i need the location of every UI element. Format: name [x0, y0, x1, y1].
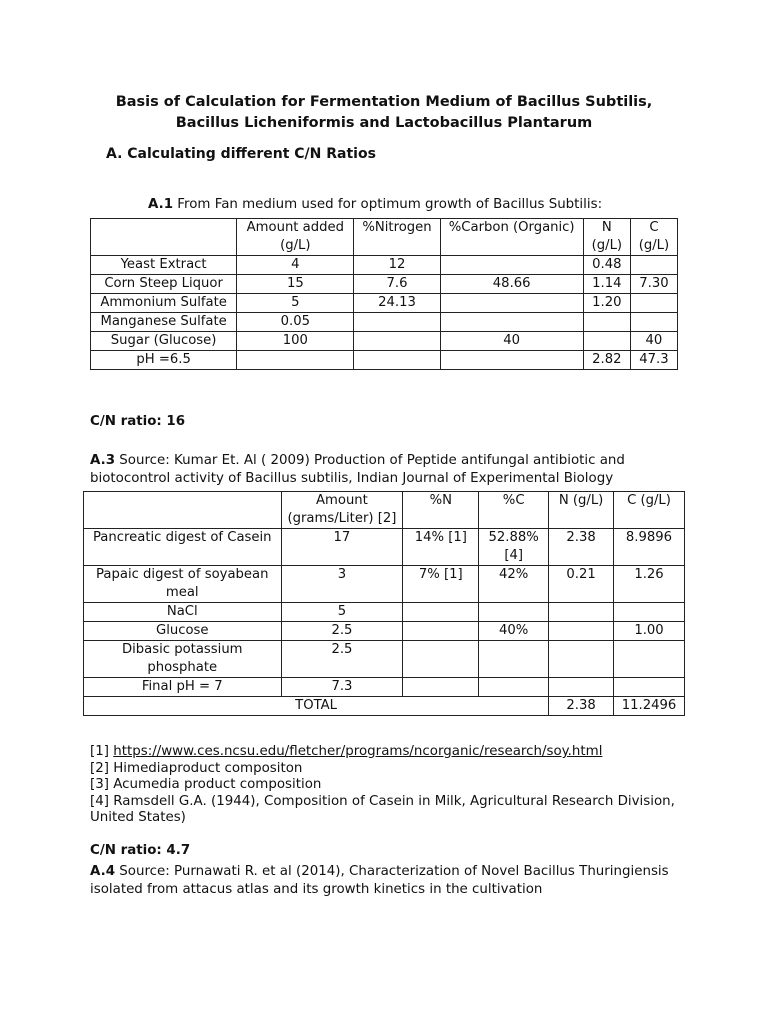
table-cell: 5 [281, 603, 403, 622]
table-row [91, 351, 678, 370]
table-cell: 12 [354, 256, 440, 275]
table-cell: 7.3 [281, 678, 403, 697]
table-cell [614, 603, 685, 622]
table-cell: Corn Steep Liquor [91, 275, 237, 294]
table-row [84, 641, 685, 678]
table-cell: Pancreatic digest of Casein [84, 529, 282, 566]
table-cell: 0.21 [549, 566, 614, 603]
table-cell [354, 313, 440, 332]
reference-3 [90, 777, 690, 794]
total-n: 2.38 [549, 697, 614, 716]
table-cell: 1.20 [583, 294, 630, 313]
table-cell [549, 678, 614, 697]
a3-source [90, 452, 690, 488]
table-row [84, 566, 685, 603]
a3-header-cell: Amount (grams/Liter) [2] [281, 492, 403, 529]
table-cell [479, 603, 549, 622]
a3-header-cell: %C [479, 492, 549, 529]
table-cell [403, 641, 479, 678]
a4-source-text: Source: Purnawati R. et al (2014), Characterization of Novel Bacillus Thuringiensis isolated from attacus atlas and its growth kinetics in the cultivation [90, 864, 669, 897]
a3-header-row [84, 492, 685, 529]
table-cell [354, 332, 440, 351]
table-cell: 17 [281, 529, 403, 566]
table-cell [354, 351, 440, 370]
table-cell: 7.6 [354, 275, 440, 294]
table-row [91, 313, 678, 332]
reference-number: [3] [90, 777, 114, 792]
table-cell [440, 294, 583, 313]
a1-header-cell: Amount added (g/L) [237, 219, 354, 256]
table-cell: pH =6.5 [91, 351, 237, 370]
table-cell: Yeast Extract [91, 256, 237, 275]
reference-text: Himediaproduct compositon [113, 760, 303, 776]
a3-header-cell: C (g/L) [614, 492, 685, 529]
table-cell: 52.88% [4] [479, 529, 549, 566]
table-cell: 40 [440, 332, 583, 351]
table-cell [440, 313, 583, 332]
table-cell [440, 351, 583, 370]
table-cell: 48.66 [440, 275, 583, 294]
reference-number: [1] [90, 744, 114, 759]
table-cell: Manganese Sulfate [91, 313, 237, 332]
table-cell: 2.5 [281, 641, 403, 678]
table-cell [479, 641, 549, 678]
a1-header-cell: N (g/L) [583, 219, 630, 256]
table-cell: 14% [1] [403, 529, 479, 566]
table-cell: 2.5 [281, 622, 403, 641]
reference-1 [90, 744, 690, 761]
table-cell: 2.38 [549, 529, 614, 566]
table-cell: 0.48 [583, 256, 630, 275]
table-cell: 1.14 [583, 275, 630, 294]
table-cell: 2.82 [583, 351, 630, 370]
a1-header-cell: %Nitrogen [354, 219, 440, 256]
table-cell [403, 678, 479, 697]
table-cell: 47.3 [630, 351, 677, 370]
table-row [84, 529, 685, 566]
table-cell [479, 678, 549, 697]
table-cell: Papaic digest of soyabean meal [84, 566, 282, 603]
document-title [0, 92, 768, 134]
total-label: TOTAL [84, 697, 549, 716]
reference-number: [2] [90, 760, 114, 776]
table-cell: 40 [630, 332, 677, 351]
a3-cn-ratio: C/N ratio: 4.7 [90, 843, 191, 858]
table-cell: 100 [237, 332, 354, 351]
table-cell: NaCl [84, 603, 282, 622]
table-cell [549, 603, 614, 622]
reference-number: [4] [90, 793, 114, 809]
a1-header-cell [91, 219, 237, 256]
a1-label: A.1 [148, 197, 174, 212]
table-cell: 7% [1] [403, 566, 479, 603]
title-line-1: Basis of Calculation for Fermentation Medium of Bacillus Subtilis, [115, 94, 653, 110]
table-cell: Final pH = 7 [84, 678, 282, 697]
table-cell [403, 622, 479, 641]
table-cell [583, 313, 630, 332]
table-cell [549, 641, 614, 678]
table-cell [614, 678, 685, 697]
table-cell [237, 351, 354, 370]
table-cell: 42% [479, 566, 549, 603]
references [90, 744, 690, 827]
table-cell: 5 [237, 294, 354, 313]
a1-cn-ratio: C/N ratio: 16 [90, 414, 186, 429]
a4-source [90, 863, 690, 899]
title-line-2: Bacillus Licheniformis and Lactobacillus Plantarum [175, 115, 593, 131]
a1-header-cell: %Carbon (Organic) [440, 219, 583, 256]
table-cell [630, 294, 677, 313]
table-cell: 0.05 [237, 313, 354, 332]
table-cell: 40% [479, 622, 549, 641]
a1-header-row [91, 219, 678, 256]
table-row [84, 622, 685, 641]
a3-header-cell: %N [403, 492, 479, 529]
table-row [91, 275, 678, 294]
reference-4 [90, 794, 690, 827]
table-cell: 24.13 [354, 294, 440, 313]
a1-caption-text: From Fan medium used for optimum growth of Bacillus Subtilis: [173, 197, 603, 212]
a4-label: A.4 [90, 864, 116, 879]
table-cell [630, 256, 677, 275]
table-row [91, 256, 678, 275]
a3-header-cell: N (g/L) [549, 492, 614, 529]
table-cell [630, 313, 677, 332]
reference-text: Ramsdell G.A. (1944), Composition of Casein in Milk, Agricultural Research Division, United States) [90, 793, 675, 825]
table-cell [614, 641, 685, 678]
table-cell [440, 256, 583, 275]
table-cell [583, 332, 630, 351]
a3-header-cell [84, 492, 282, 529]
table-cell: Sugar (Glucose) [91, 332, 237, 351]
table-cell [403, 603, 479, 622]
a3-label: A.3 [90, 453, 116, 468]
reference-link[interactable]: https://www.ces.ncsu.edu/fletcher/programs/ncorganic/research/soy.html [113, 744, 603, 759]
a1-table [90, 218, 678, 370]
table-cell: 15 [237, 275, 354, 294]
reference-2 [90, 761, 690, 778]
table-cell: 1.00 [614, 622, 685, 641]
table-cell: 3 [281, 566, 403, 603]
table-cell: 1.26 [614, 566, 685, 603]
total-row [84, 697, 685, 716]
table-row [91, 332, 678, 351]
a3-source-text: Source: Kumar Et. Al ( 2009) Production of Peptide antifungal antibiotic and biotocontrol activity of Bacillus subtilis, Indian Journal of Experimental Biology [90, 453, 625, 486]
table-row [84, 603, 685, 622]
table-cell: Dibasic potassium phosphate [84, 641, 282, 678]
table-cell: Ammonium Sulfate [91, 294, 237, 313]
a1-caption [148, 197, 602, 212]
table-row [91, 294, 678, 313]
table-row [84, 678, 685, 697]
section-a-heading: A. Calculating different C/N Ratios [106, 146, 376, 162]
a1-header-cell: C (g/L) [630, 219, 677, 256]
a3-table [83, 491, 685, 716]
total-c: 11.2496 [614, 697, 685, 716]
table-cell: 7.30 [630, 275, 677, 294]
table-cell: 8.9896 [614, 529, 685, 566]
table-cell: Glucose [84, 622, 282, 641]
table-cell: 4 [237, 256, 354, 275]
table-cell [549, 622, 614, 641]
reference-text: Acumedia product composition [113, 777, 322, 792]
